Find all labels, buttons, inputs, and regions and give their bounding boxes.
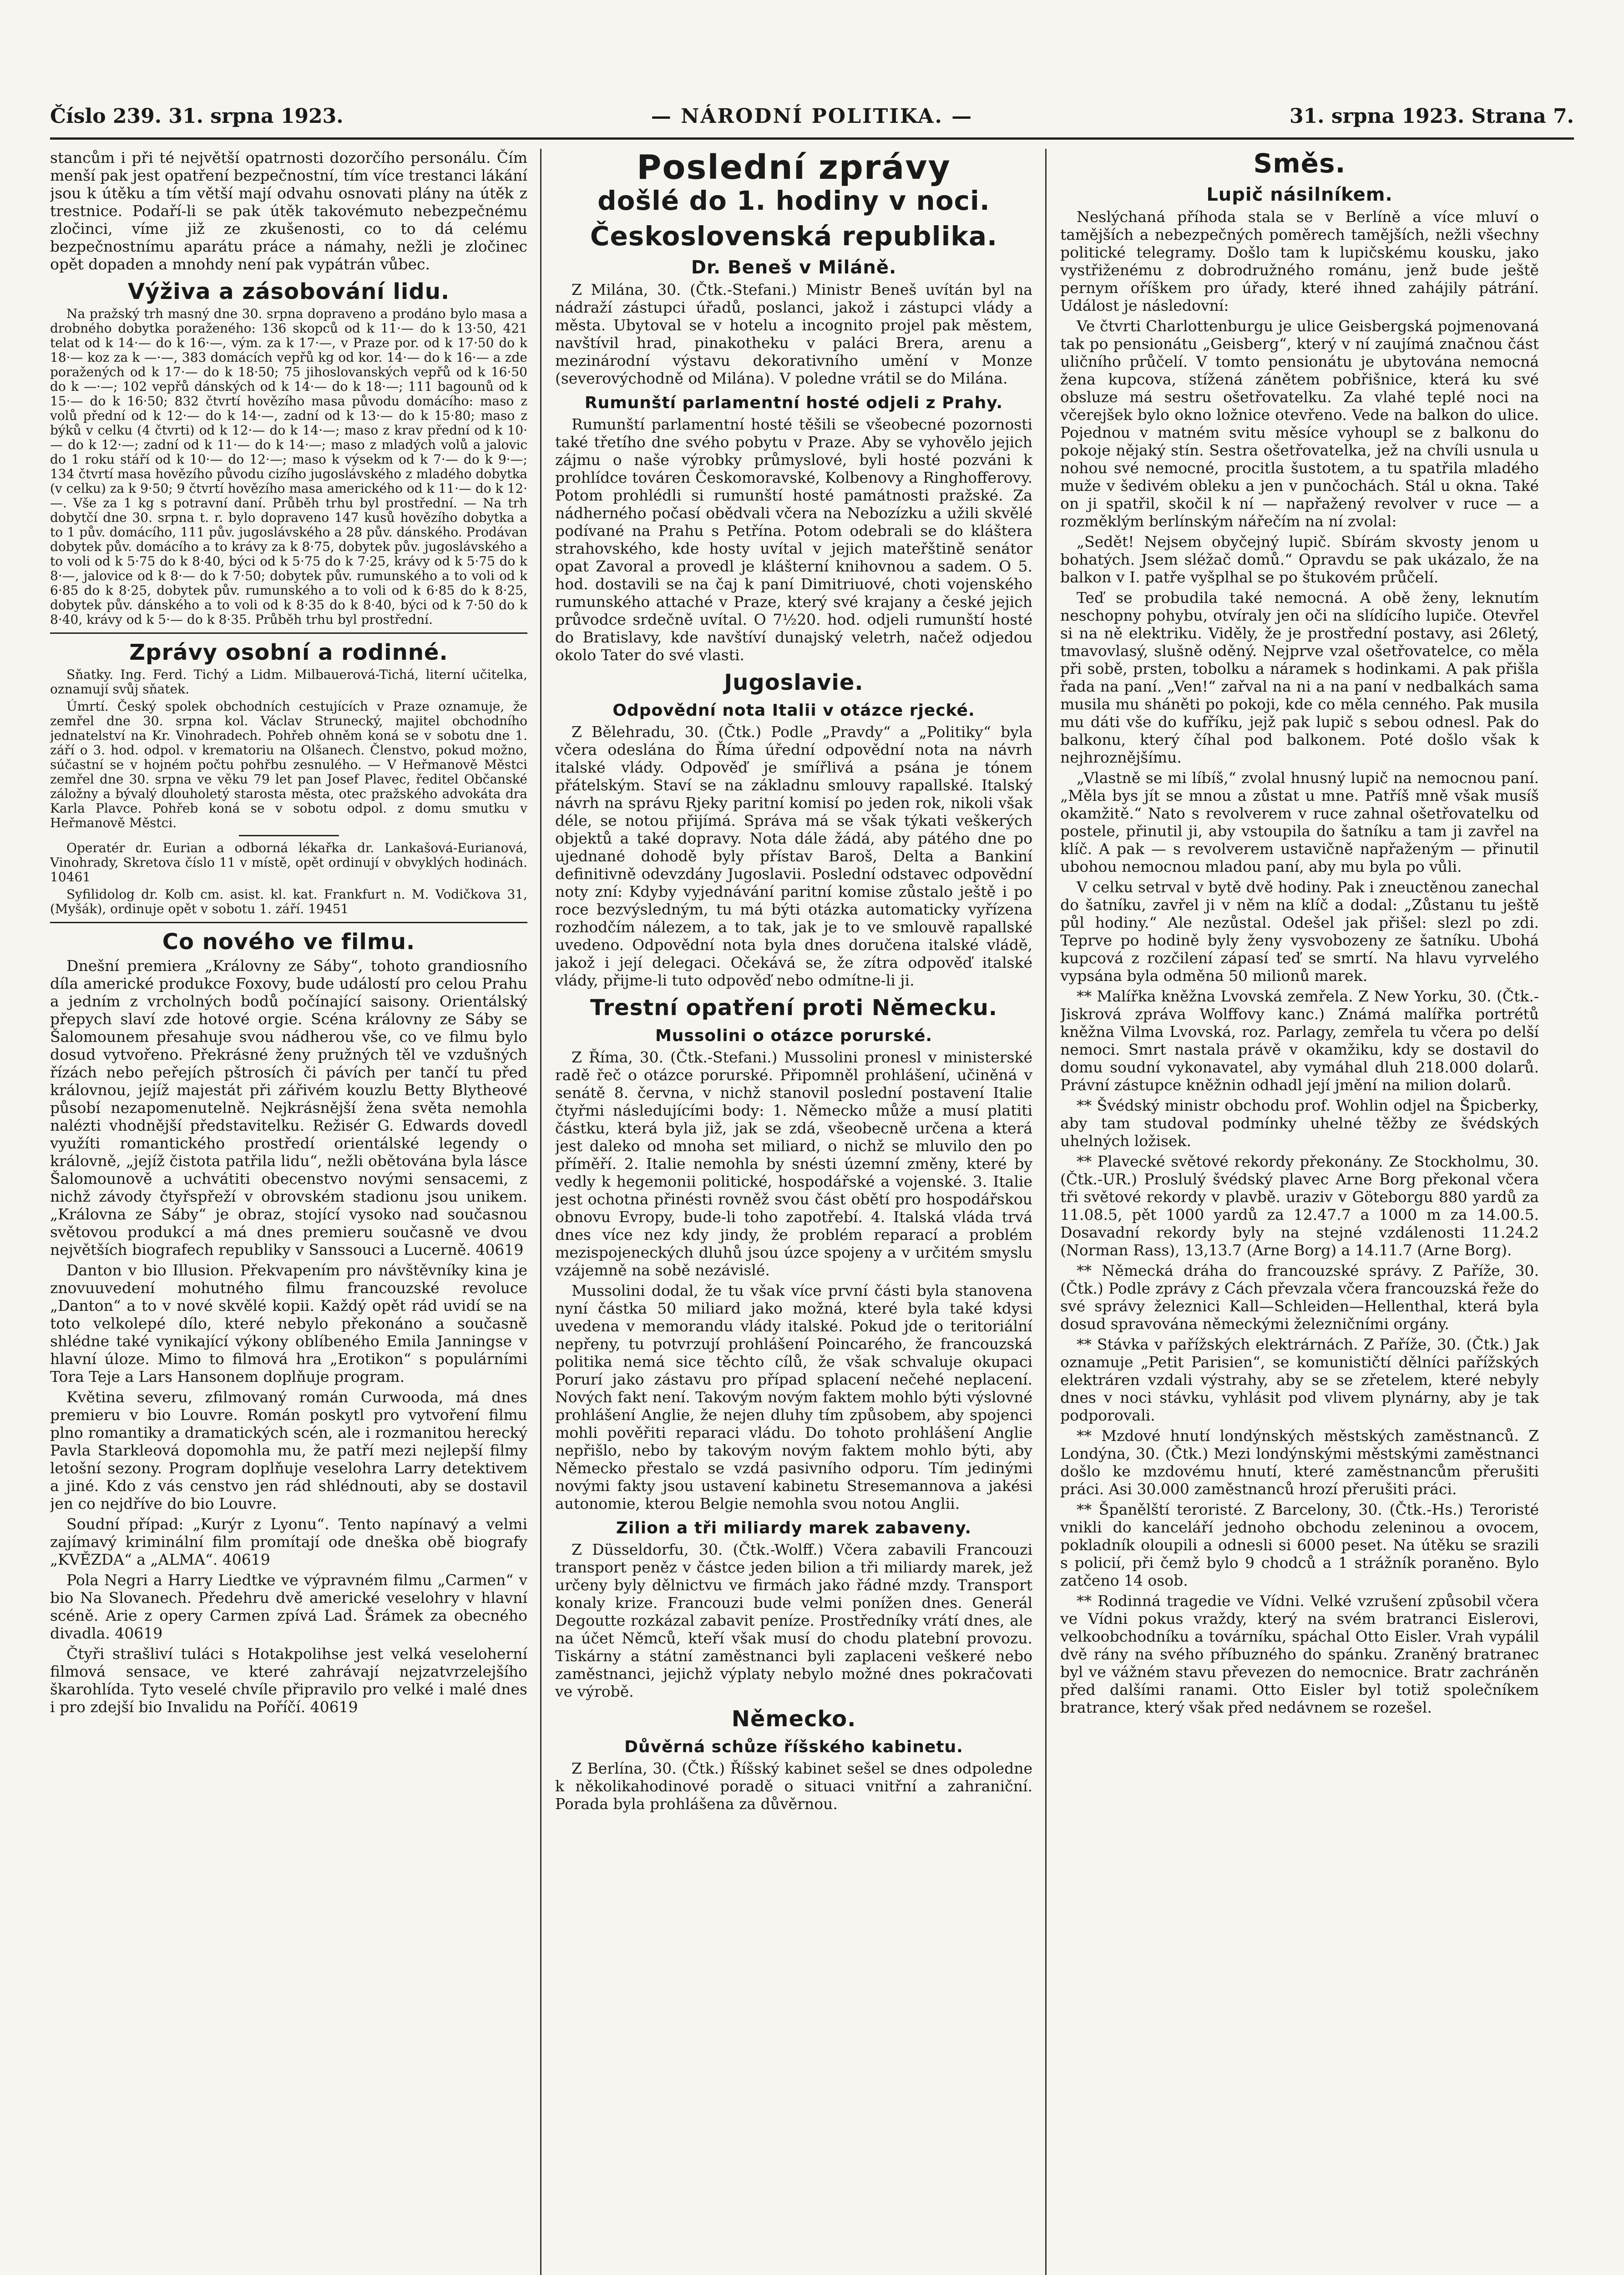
- heading-film: Co nového ve filmu.: [162, 929, 415, 955]
- article-vyziva: Na pražský trh masný dne 30. srpna dopraveno a prodáno bylo masa a drobného dobytka poraženého: 136 skopců od k 11·— do k 13·50, 421 telat od k 14·— do k 16·—, vým. za k 17·—, v Praze por. od k 17·50 do k 18·— koz za k —·—, 383 domácích vepřů kg od kor. 14·— do k 16·— a zde poražených od k 17·— do k 18·50; 75 jihoslovanských vepřů od k 16·50 do k —·—; 102 vepřů dánských od k 14·— do k 18·—; 111 bagounů od k 15·— do k 16·50; 832 čtvrtí hovězího masa původu domácího: maso z volů přední od k 12·— do k 14·—, zadní od k 13·— do k 15·80; maso z býků v celku (4 čtvrti) od k 12·— do k 14·—; maso z krav přední od k 10·— do k 12·—; zadní od k 11·— do k 14·—; maso z mladých volů a jalovic do 1 roku stáří od k 10·— do 12·—; maso k výsekm od k 7·— do k 9·—; 134 čtvrtí masa hovězího původu cizího jugoslávského z mladého dobytka (v celku) za k 9·50; 9 čtvrtí hovězího masa amerického od k 11·— do k 12·—. Vše za 1 kg s potravní daní. Průběh trhu byl prostřední. — Na trh dobytčí dne 30. srpna t. r. bylo dopraveno 147 kusů hovězího dobytka a to 1 pův. domácího, 111 pův. jugoslávského a 28 pův. dánského. Prodávan dobytek pův. domácího a to krávy za k 8·75, dobytek pův. jugoslávského a to voli od k 5·75 do k 8·40, býci od k 5·75 do k 7·25, krávy od k 5·75 do k 8·—, jalovice od k 8·— do k 7·50; dobytek pův. rumunského a to voli od k 6·85 do k 8·25, dobytek pův. rumunského a to voli od k 6·85 do k 8·25, dobytek pův. dánského a to voli od k 8·35 do k 8·40, býci od k 7·50 do k 8·40, krávy od k 5·— do k 8·35. Průběh trhu byl prostřední.: [50, 306, 527, 627]
- article-zilion: Z Düsseldorfu, 30. (Čtk.-Wolff.) Včera zabavili Francouzi transport peněz v částce jeden bilion a tři miliardy marek, jež určeny byly dělnictvu ve firmách jako řádné mzdy. Transport konaly krize. Francouzi bude velmi ponížen dnes. Generál Degoutte rozkázal zabavit peníze. Prostředníky vrátí dnes, ale na účet Němců, kteří však musí do chodu platební provozu. Tiskárny a státní zaměstnanci byli zaplaceni veškeré nebo zaměstnanci, jejichž výplaty nebylo možné dnes pokračovati ve výrobě.: [555, 1541, 1032, 1700]
- heading-lupic: Lupič násilníkem.: [1206, 184, 1393, 205]
- article-stavka: ** Stávka v pařížských elektrárnách. Z Paříže, 30. (Čtk.) Jak oznamuje „Petit Parisien“, se komunističtí dělníci pařížských elektráren vzdali výstrahy, aby se se zřetelem, které nebyly dnes v noci stávku, vyhlásit pod vlivem plynárny, aby je tak podporovali.: [1060, 1335, 1539, 1424]
- column-2: [555, 149, 1047, 2275]
- heading-zilion: Zilion a tři miliardy marek zabaveny.: [616, 1519, 972, 1537]
- heading-nemecko: Německo.: [731, 1706, 856, 1732]
- article-lupic-6: V celku setrval v bytě dvě hodiny. Pak i zneuctěnou zanechal do šatníku, zavřel ji v něm na klíč a dodal: „Zůstanu tu ještě půl hodiny.“ Ale nezůstal. Odešel jak přišel: slezl po zdi. Teprve po hodině byly ženy vysvobozeny ze šatníku. Ubohá kupcová z rozčilení zápasí teď se smrtí. Na hlavu vyrvelého vypsána byla odměna 50 milionů marek.: [1060, 878, 1539, 985]
- masthead: [50, 86, 1574, 140]
- article-benes: Z Milána, 30. (Čtk.-Stefani.) Ministr Beneš uvítán byl na nádraží zástupci úřadů, poslanci, jakož i zástupci vlády a města. Ubytoval se v hotelu a incognito projel pak městem, navštívil hrad, pinakotheku v paláci Brera, arenu a mezinárodní výstavu dekorativního umění v Monze (severovýchodně od Milána). V poledne vrátil se do Milána.: [555, 281, 1032, 387]
- article-lupic-5: „Vlastně se mi líbíš,“ zvolal hnusný lupič na nemocnou paní. „Měla bys jít se mnou a zůstat u mne. Patříš mně však musíš okamžitě.“ Nato s revolverem v ruce zahnal ošetřovatelku od postele, přinutil ji, aby vstoupila do šatníku a tam ji zavřel na klíč. A pak — s revolverem ustavičně napřaženým — přinutil ubohou nemocnou mladou paní, aby mu byla po vůli.: [1060, 769, 1539, 875]
- heading-nota: Odpovědní nota Italii v otázce rjecké.: [612, 701, 975, 720]
- heading-posledni-zpravy: Poslední zprávy: [637, 149, 951, 187]
- heading-dosle: došlé do 1. hodiny v noci.: [597, 185, 990, 216]
- article-snatky: Sňatky. Ing. Ferd. Tichý a Lidm. Milbauerová-Tichá, literní učitelka, oznamují svůj sňatek.: [50, 667, 527, 697]
- divider: [50, 922, 527, 923]
- article-svedsky-ministr: ** Švédský ministr obchodu prof. Wohlin odjel na Špicberky, aby tam studoval podmínky uhelné těžby ze švédských uhelných ložisek.: [1060, 1097, 1539, 1150]
- article-film-pola: Pola Negri a Harry Liedtke ve výpravném filmu „Carmen“ v bio Na Slovanech. Předehru dvě americké veselohry v hlavní scéně. Arie z opery Carmen zpívá Lad. Šrámek za obecného divadla. 40619: [50, 1571, 527, 1642]
- ad-syfilidolog: Syfilidolog dr. Kolb cm. asist. kl. kat. Frankfurt n. M. Vodičkova 31, (Myšák), ordinuje opět v sobotu 1. září. 19451: [50, 887, 527, 916]
- heading-duverna-schuze: Důvěrná schůze říšského kabinetu.: [624, 1738, 963, 1756]
- page-date-number: 31. srpna 1923. Strana 7.: [1289, 105, 1574, 128]
- divider: [239, 835, 339, 836]
- heading-mussolini: Mussolini o otázce porurské.: [655, 1026, 933, 1045]
- heading-vyziva: Výživa a zásobování lidu.: [127, 279, 450, 304]
- article-umrti: Úmrtí. Český spolek obchodních cestujících v Praze oznamuje, že zemřel dne 30. srpna kol. Václav Strunecký, majitel obchodního jednatelství na Kr. Vinohradech. Pohřeb ohněm koná se v sobotu dne 1. září o 3. hod. odpol. v krematoriu na Olšanech. Členstvo, pokud možno, súčastní se v hojném počtu pohřbu zesnulého. — V Heřmanově Městci zemřel dne 30. srpna ve věku 79 let pan Josef Plavec, ředitel Občanské záložny a bývalý dlouholetý starosta města, otec pražského advokáta dra Karla Plavce. Pohřeb koná se v sobotu odpol. z domu smutku v Heřmanově Městci.: [50, 699, 527, 830]
- article-rodinna-tragedie: ** Rodinná tragedie ve Vídni. Velké vzrušení způsobil včera ve Vídni pokus vraždy, který na svém bratranci Eislerovi, velkoobchodníku a továrníku, spáchal Otto Eisler. Vrah vypálil dvě rány na svého příbuzného do spánku. Zraněný bratranec byl ve vážném stavu převezen do nemocnice. Bratr zachráněn před dalšími ranami. Otto Eisler byl totiž společníkem bratrance, který však před nedávnem se rozešel.: [1060, 1592, 1539, 1716]
- heading-smes: Směs.: [1253, 149, 1346, 179]
- article-film-kvetina: Květina severu, zfilmovaný román Curwooda, má dnes premieru v bio Louvre. Román poskytl pro vytvoření filmu plno romantiky a dramatických scén, ale i rozmanitou herecký Pavla Starkleová dopomohla mu, že patří mezi nejlepší filmy letošní sezony. Program doplňuje veselohra Larry detektivem a jiné. Kdo z vás censtvo jen rád shlédnouti, aby se dostavil jen co nejdříve do bio Louvre.: [50, 1388, 527, 1512]
- article-spanelsti-teroriste: ** Španělští teroristé. Z Barcelony, 30. (Čtk.-Hs.) Teroristé vnikli do kanceláří jednoho obchodu zeleninou a ovocem, pokladník oloupili a odnesli si 6000 peset. Na útěku se srazili s policií, při čemž bylo 9 chodců a 1 strážník poraněno. Bylo zatčeno 14 osob.: [1060, 1501, 1539, 1589]
- article-nemecka-draha: ** Německá dráha do francouzské správy. Z Paříže, 30. (Čtk.) Podle zprávy z Cách převzala včera francouzská řeže do své správy železnici Kall—Schleiden—Hellenthal, která byla dosud spravována německými železničními orgány.: [1060, 1262, 1539, 1333]
- article-malirka: ** Malířka kněžna Lvovská zemřela. Z New Yorku, 30. (Čtk.-Jiskrová zpráva Wolffovy kanc.) Známá malířka portrétů kněžna Vilma Lvovská, roz. Parlagy, zemřela tu včera po delší nemoci. Smrt nastala právě v okamžiku, kdy se dostavil do domu soudní vykonavatel, aby vymáhal dluh 218.000 dolarů. Právní zástupce kněžnin odhadl její jmění na milion dolarů.: [1060, 987, 1539, 1094]
- heading-benes: Dr. Beneš v Miláně.: [691, 257, 897, 278]
- article-film-kralovna: Dnešní premiera „Královny ze Sáby“, tohoto grandiosního díla americké produkce Foxovy, bude událostí pro celou Prahu a jedním z vrcholných bodů počínající saisony. Orientálský přepych slaví zde hotové orgie. Scéna královny ze Sáby se Šalomounem přesahuje svou nádherou vše, co ve filmu bylo dosud vytvořeno. Překrásné ženy pružných těl ve vzdušných řízách nebo peřejích pštrosích či pávích per tančí tu před královnou, jejíž majestát při zářivém kouzlu Betty Blytheové působí nezapomenutelně. Nejkrásnější žena světa nemohla nalézti vhodnější představitelku. Režisér G. Edwards dovedl využíti romantického prostředí orientálské legendy o královně, „jejíž čistota patřila lidu“, nežli obětována byla lásce Šalomounově a uchvátiti obecenstvo novými sensacemi, z nichž závody čtyřspřeží v obrovském stadionu jsou unikem. „Královna ze Sáby“ je obraz, stojící vysoko nad současnou světovou produkcí a má dnes premieru současně ve dvou největších biografech republiky v Sanssouci a Lucerně. 40619: [50, 957, 527, 1259]
- divider: [50, 632, 527, 634]
- article-mussolini-2: Mussolini dodal, že tu však více první části byla stanovena nyní částka 50 miliard jako možná, které byla také kdysi uvedena v memorandu vlády italské. Pokud jde o teritoriální nepřeny, tu potvrzují prohlášení Poincarého, že francouzská politika nemá sice těchto cílů, že však schvaluje okupaci Porurí jako zástavu pro případ splacení nečehé neplacení. Nových fakt není. Takovým novým faktem mohlo býti výslovné prohlášení Anglie, že nejen dluhy tím způsobem, aby spojenci mohli pověřiti reparaci vládu. Do tohoto prohlášení Anglie nepřišlo, nebo by takovým novým faktem mohlo býti, aby Německo přestalo se vzdá pasivního odporu. Tím jedinými novými fakty jsou ustavení kabinetu Stresemannova a jakési autonomie, kterou Belgie nemohla svou notou Anglii.: [555, 1282, 1032, 1512]
- heading-trestni-opatreni: Trestní opatření proti Německu.: [590, 995, 997, 1021]
- article-duverna: Z Berlína, 30. (Čtk.) Říšský kabinet sešel se dnes odpoledne k několikahodinové poradě o situaci vnitřní a zahraniční. Porada byla prohlášena za důvěrnou.: [555, 1759, 1032, 1813]
- article-film-soudni: Soudní případ: „Kurýr z Lyonu“. Tento napínavý a velmi zajímavý kriminální film promítají ode dneška obě biografy „KVĚZDA“ a „ALMA“. 40619: [50, 1515, 527, 1568]
- article-mussolini: Z Říma, 30. (Čtk.-Stefani.) Mussolini pronesl v ministerské radě řeč o otázce porurské. Připomněl prohlášení, učiněná v senátě 8. června, v nichž stanovil poslední postavení Italie čtyřmi následujícími body: 1. Německo může a musí platiti částku, která byla již, jak se zdá, všeobecně určena a která jest daleko od mnoha set miliard, o nichž se mluvilo den po příměří. 2. Italie nemohla by snésti územní změny, které by vedly k hegemonii politické, hospodářské a vojenské. 3. Italie jest ochotna přinésti rovněž svou část obětí pro hospodářskou obnovu Evropy, bude-li toho zapotřebí. 4. Italská vláda trvá dnes více nez kdy jindy, že problém reparací a problém mezispojeneckých dluhů jsou úzce spojeny a v určitém smyslu vzájemně na sobě nezávislé.: [555, 1048, 1032, 1279]
- article-lupic-1: Neslýchaná příhoda stala se v Berlíně a více mluví o tamějších a nebezpečných poměrech tamějších, nežli všechny politické telegramy. Došlo tam k lupičskému kousku, jako vystřiženému z dobrodružného románu, jenž bude ještě pernym oříškem pro úřady, které ihned zahájily pátrání. Událost je následovní:: [1060, 208, 1539, 314]
- heading-jugoslavie: Jugoslavie.: [724, 670, 864, 695]
- article-lupic-4: Teď se probudila také nemocná. A obě ženy, leknutím neschopny pohybu, otvíraly jen oči na slídícího lupiče. Otevřel si na ně elektriku. Viděly, že je prostřední postavy, asi 26letý, tmavovlasý, slušně oděný. Nejprve vzal ošetřovatelce, co měla při sobě, prsten, tobolku a náramek s hodinkami. A pak přišla řada na paní. „Ven!“ zařval na ni a na paní v nedbalkách sama musila mu sháněti po pokoji, kde co měla cenného. Pak musila mu dáti vše do kufříku, jejž pak lupič s sebou odnesl. Pak do balkonu, který číhal pod balkonem. Poté došlo však k nejhroznějšímu.: [1060, 589, 1539, 766]
- article-mzdove-hnuti: ** Mzdové hnutí londýnských městských zaměstnanců. Z Londýna, 30. (Čtk.) Mezi londýnskými městskými zaměstnanci došlo ke mzdovému hnutí, které zaměstnancům přerušiti práci. Asi 30.000 zaměstnanců hrozí přerušiti práci.: [1060, 1427, 1539, 1498]
- article-lupic-3: „Sedět! Nejsem obyčejný lupič. Sbírám skvosty jenom u bohatých. Jsem sléžač domů.“ Opravdu se pak ukázalo, že na balkon v I. patře vyšplhal se po štukovém průčelí.: [1060, 533, 1539, 586]
- heading-zpravy-osobni: Zprávy osobní a rodinné.: [129, 640, 448, 665]
- article-rumunsti: Rumunští parlamentní hosté těšili se všeobecné pozornosti také třetího dne svého pobytu v Praze. Aby se vyhovělo jejich zájmu o naše výrobky průmyslové, byli hosté pozváni k prohlídce továren Českomoravské, Kolbenovy a Ringhofferovy. Potom prohlédli si rumunští hosté památnosti pražské. Za nádherného počasí obědvali včera na Nebozízku a užili skvělé podívané na Prahu s Petřína. Potom odebrali se do kláštera strahovského, kde hosty uvítal v jejich mateřštině senátor opat Zavoral a provedl je klášterní knihovnou a sadem. O 5. hod. dostavili se na čaj k paní Dimitriuové, choti vojenského rumunského attaché v Praze, který své krajany a české jejich průvodce srdečně uvítal. O 7½20. hod. odjeli rumunští hosté do Bratislavy, kde navštíví dunajský veletrh, načež odjedou okolo Tater do své vlasti.: [555, 415, 1032, 664]
- article-plavecke-rekordy: ** Plavecké světové rekordy překonány. Ze Stockholmu, 30. (Čtk.-UR.) Proslulý švédský plavec Arne Borg překonal včera tři světové rekordy v plavbě. uraziv v Göteborgu 880 yardů za 11.08.5, pět 1000 yardů za 12.47.7 a 1000 m za 14.00.5. Dosavadní rekordy byly na stejné vzdálenosti 11.24.2 (Norman Rass), 13,13.7 (Arne Borg) a 14.11.7 (Arne Borg).: [1060, 1153, 1539, 1259]
- column-3: [1060, 149, 1552, 2275]
- issue-number: Číslo 239. 31. srpna 1923.: [50, 105, 344, 128]
- article-lupic-2: Ve čtvrti Charlottenburgu je ulice Geisbergská pojmenovaná tak po pensionátu „Geisberg“, který v ní zaujímá značnou část uličního průčelí. V tomto pensionátu je ubytována nemocná žena kupcova, stížená zánětem pobřišnice, která ku své obsluze má sestru ošetřovatelku. Za vlahé teplé noci na včerejšek bylo okno ložnice otevřeno. Vede na balkon do ulice. Pojednou v matném svitu měsíce vyhoupl se z balkonu do pokoje nějaký stín. Sestra ošetřovatelka, jež na chvíli usnula u nohou své nemocné, procitla šustotem, a tu spatřila mladého muže v šedivém obleku a jen v punčochách. Stál u okna. Také on ji spatřil, skočil k ní — napřažený revolver v ruce — a rozměklým berlínským nářečím na ní zvolal:: [1060, 317, 1539, 530]
- article-film-ctyri: Čtyři strašliví tuláci s Hotakpolihse jest velká veseloherní filmová sensace, ve které zahrávají nejzatvrzelejšího škarohlída. Tyto veselé chvíle připravilo pro velké i malé dnes i pro zdejší bio Invalidu na Poříčí. 40619: [50, 1645, 527, 1716]
- column-1: [50, 149, 541, 2275]
- heading-rumunsti: Rumunští parlamentní hosté odjeli z Prahy.: [584, 394, 1003, 412]
- newspaper-title: — NÁRODNÍ POLITIKA. —: [651, 105, 973, 128]
- article-nota: Z Bělehradu, 30. (Čtk.) Podle „Pravdy“ a „Politiky“ byla včera odeslána do Říma úřední odpovědní nota na návrh italské vlády. Odpověď je smířlivá a psána je tónem přátelským. Staví se na základnu smlouvy rapallské. Italský návrh na správu Rjeky paritní komisí po jeden rok, nikoli však déle, se notou přijímá. Správa má se však týkati veškerých objektů a také dopravy. Nota dále žádá, aby pátého dne po ujednané dohodě byly přístav Baroš, Delta a Bankiní definitivně odevzdány Jugoslavii. Poslední odstavec odpovědní noty zní: Kdyby vyjednávání paritní komise zůstalo ještě i po roce bezvýsledným, tu má býti otázka automaticky vyřízena rozhodčím nálezem, a to tak, jak je to ve smlouvě rapallské uvedeno. Odpovědní nota byla dnes doručena italské vládě, jakož i její delegaci. Očekává se, že zítra odpověď italské vlády, přijme-li tuto odpověď nebo odmítne-li ji.: [555, 723, 1032, 989]
- article-continuation: stancům i při té největší opatrnosti dozorčího personálu. Čím menší pak jest opatření bezpečnostní, tím více trestanci lákání jsou k útěku a tím větší mají odvahu osnovati plány na útěk z trestnice. Podaří-li se pak útěk takovémuto nebezpečnému zločinci, víme již ze zkušenosti, co to dá celému bezpečnostnímu aparátu práce a námahy, nežli je zločinec opět dopaden a mnohdy není pak vypátrán vůbec.: [50, 149, 527, 273]
- article-film-danton: Danton v bio Illusion. Překvapením pro návštěvníky kina je znovuuvedení mohutného filmu francouzské revoluce „Danton“ a to v nové skvělé kopii. Každý opět rád uvidí se na toto velkolepé dílo, které nebylo překonáno a současně shlédne také vynikající výkony oblíbeného Emila Janningse v hlavní úloze. Mimo to filmová hra „Erotikon“ s populárními Tora Teje a Lars Hansonem doplňuje program.: [50, 1261, 527, 1385]
- columns: [50, 149, 1574, 2275]
- ad-operator: Operatér dr. Eurian a odborná lékařka dr. Lankašová-Eurianová, Vinohrady, Skretova číslo 11 v místě, opět ordinují v obvyklých hodinách. 10461: [50, 840, 527, 885]
- heading-cs-republika: Československá republika.: [590, 221, 998, 252]
